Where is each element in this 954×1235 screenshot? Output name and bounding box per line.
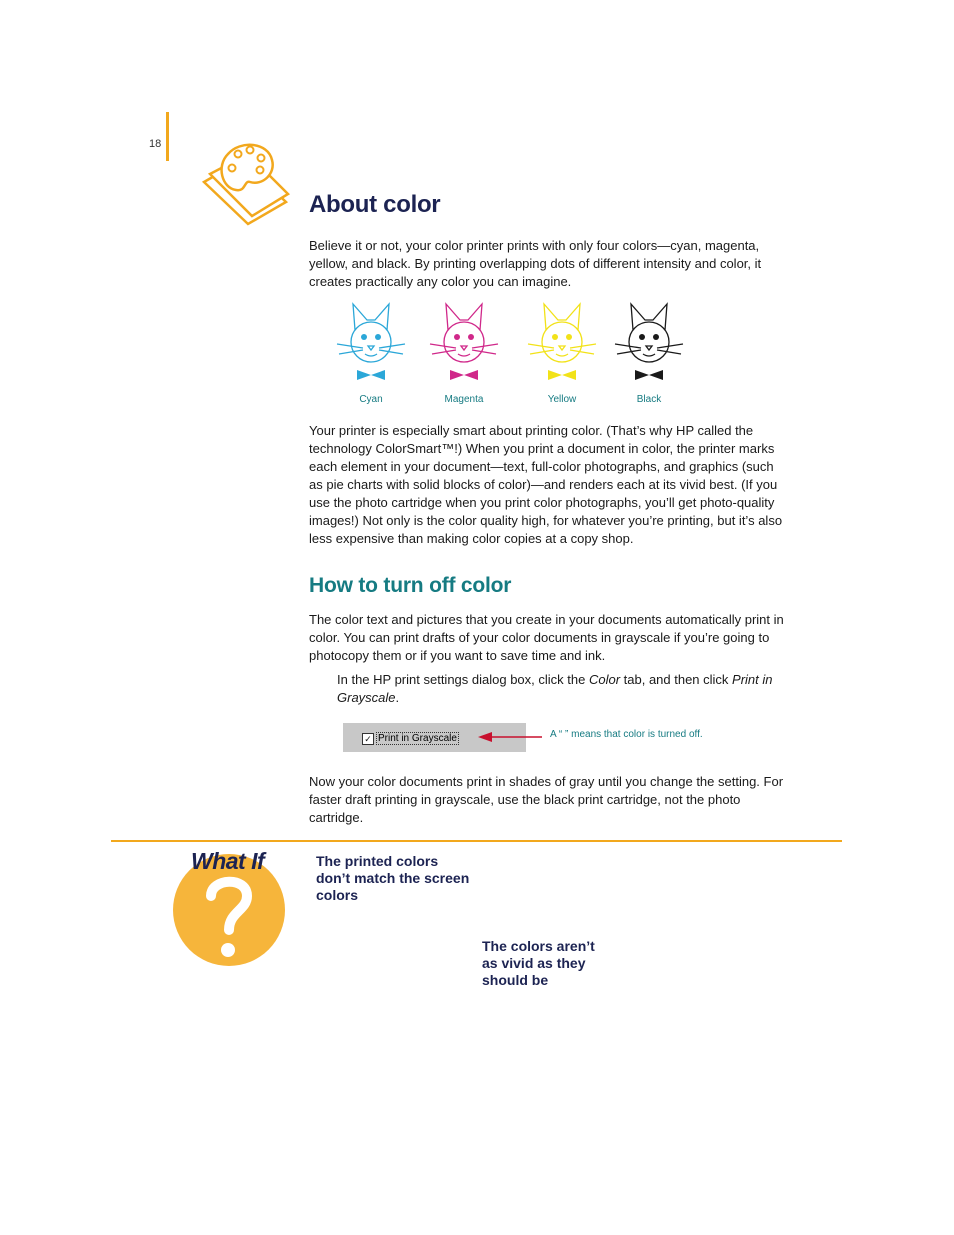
print-in-grayscale-label[interactable]: Print in Grayscale	[378, 733, 457, 744]
cat-eye-left	[454, 334, 460, 340]
cat-eye-right	[653, 334, 659, 340]
cat-label-magenta: Magenta	[444, 394, 484, 405]
checkbox-callout-text: A “ ” means that color is turned off.	[550, 729, 703, 740]
cat-drawing	[613, 300, 685, 382]
cat-nose	[646, 346, 652, 350]
cat-bowtie	[548, 370, 576, 380]
cat-eye-left	[361, 334, 367, 340]
cat-bowtie	[635, 370, 663, 380]
cat-nose	[368, 346, 374, 350]
what-if-item-colors-mismatch[interactable]: The printed colors don’t match the screen colors	[316, 853, 470, 903]
cat-mouth	[556, 354, 568, 356]
turn-off-color-outro: Now your color documents print in shades of gray until you change the setting. For faster draft printing in grayscale, use the black print cartridge, not the photo cartridge.	[309, 774, 784, 825]
section-title-about-color: About color	[309, 191, 441, 218]
print-in-grayscale-checkbox[interactable]: ✓	[362, 733, 374, 745]
cat-eye-right	[468, 334, 474, 340]
step-text-suffix: .	[395, 690, 400, 705]
cat-yellow	[526, 300, 618, 405]
grayscale-instruction-step	[337, 671, 787, 707]
cat-eye-left	[552, 334, 558, 340]
step-color-tab-name: Color	[588, 672, 621, 687]
cat-drawing	[526, 300, 598, 382]
cat-mouth	[365, 354, 377, 356]
cat-bowtie	[450, 370, 478, 380]
cat-label-yellow: Yellow	[547, 394, 577, 405]
cat-bowtie	[357, 370, 385, 380]
step-text-prefix: In the HP print settings dialog box, click the	[337, 672, 589, 687]
cat-cyan	[335, 300, 427, 405]
cat-mouth	[458, 354, 470, 356]
cat-label-black: Black	[636, 394, 662, 405]
cat-drawing	[428, 300, 500, 382]
cat-eye-left	[639, 334, 645, 340]
section-title-turn-off-color: How to turn off color	[309, 574, 512, 597]
step-text-middle: tab, and then click	[620, 672, 733, 687]
page-number: 18	[149, 138, 162, 150]
turn-off-color-intro: The color text and pictures that you create in your documents automatically print in color. You can print drafts of your color documents in grayscale if you’re going to photocopy them or if you want to save time and ink.	[309, 612, 784, 663]
cat-label-cyan: Cyan	[359, 394, 383, 405]
cat-eye-right	[566, 334, 572, 340]
margin-rule	[166, 112, 169, 161]
paint-palette-icon	[200, 140, 300, 230]
callout-arrow-icon	[476, 729, 556, 745]
cmyk-cat-illustrations	[335, 300, 705, 405]
cat-magenta	[428, 300, 520, 405]
cat-mouth	[643, 354, 655, 356]
step-grayscale-option-name: Print in Grayscale	[337, 672, 773, 705]
cat-eye-right	[375, 334, 381, 340]
colorsmart-paragraph: Your printer is especially smart about printing color. (That’s why HP called the technology ColorSmart™!) When you print a document in color, the printer marks each element in your document—text, full-color photographs, and graphics (such as pie charts with solid blocks of color)—and renders each at its vivid best. (If you use the photo cartridge when you print color photographs, you’ll get photo-quality images!) Not only is the color quality high, for whatever you’re printing, but it’s also less expensive than making color copies at a copy shop.	[309, 423, 783, 546]
what-if-divider	[111, 840, 842, 842]
what-if-item-colors-not-vivid[interactable]: The colors aren’t as vivid as they should be	[482, 938, 595, 988]
cat-nose	[461, 346, 467, 350]
cat-drawing	[335, 300, 407, 382]
what-if-title: What If	[191, 848, 265, 874]
cat-black	[613, 300, 705, 405]
about-color-intro: Believe it or not, your color printer prints with only four colors—cyan, magenta, yellow, and black. By printing overlapping dots of different intensity and color, it creates practically any color you can imagine.	[309, 238, 762, 289]
cat-nose	[559, 346, 565, 350]
